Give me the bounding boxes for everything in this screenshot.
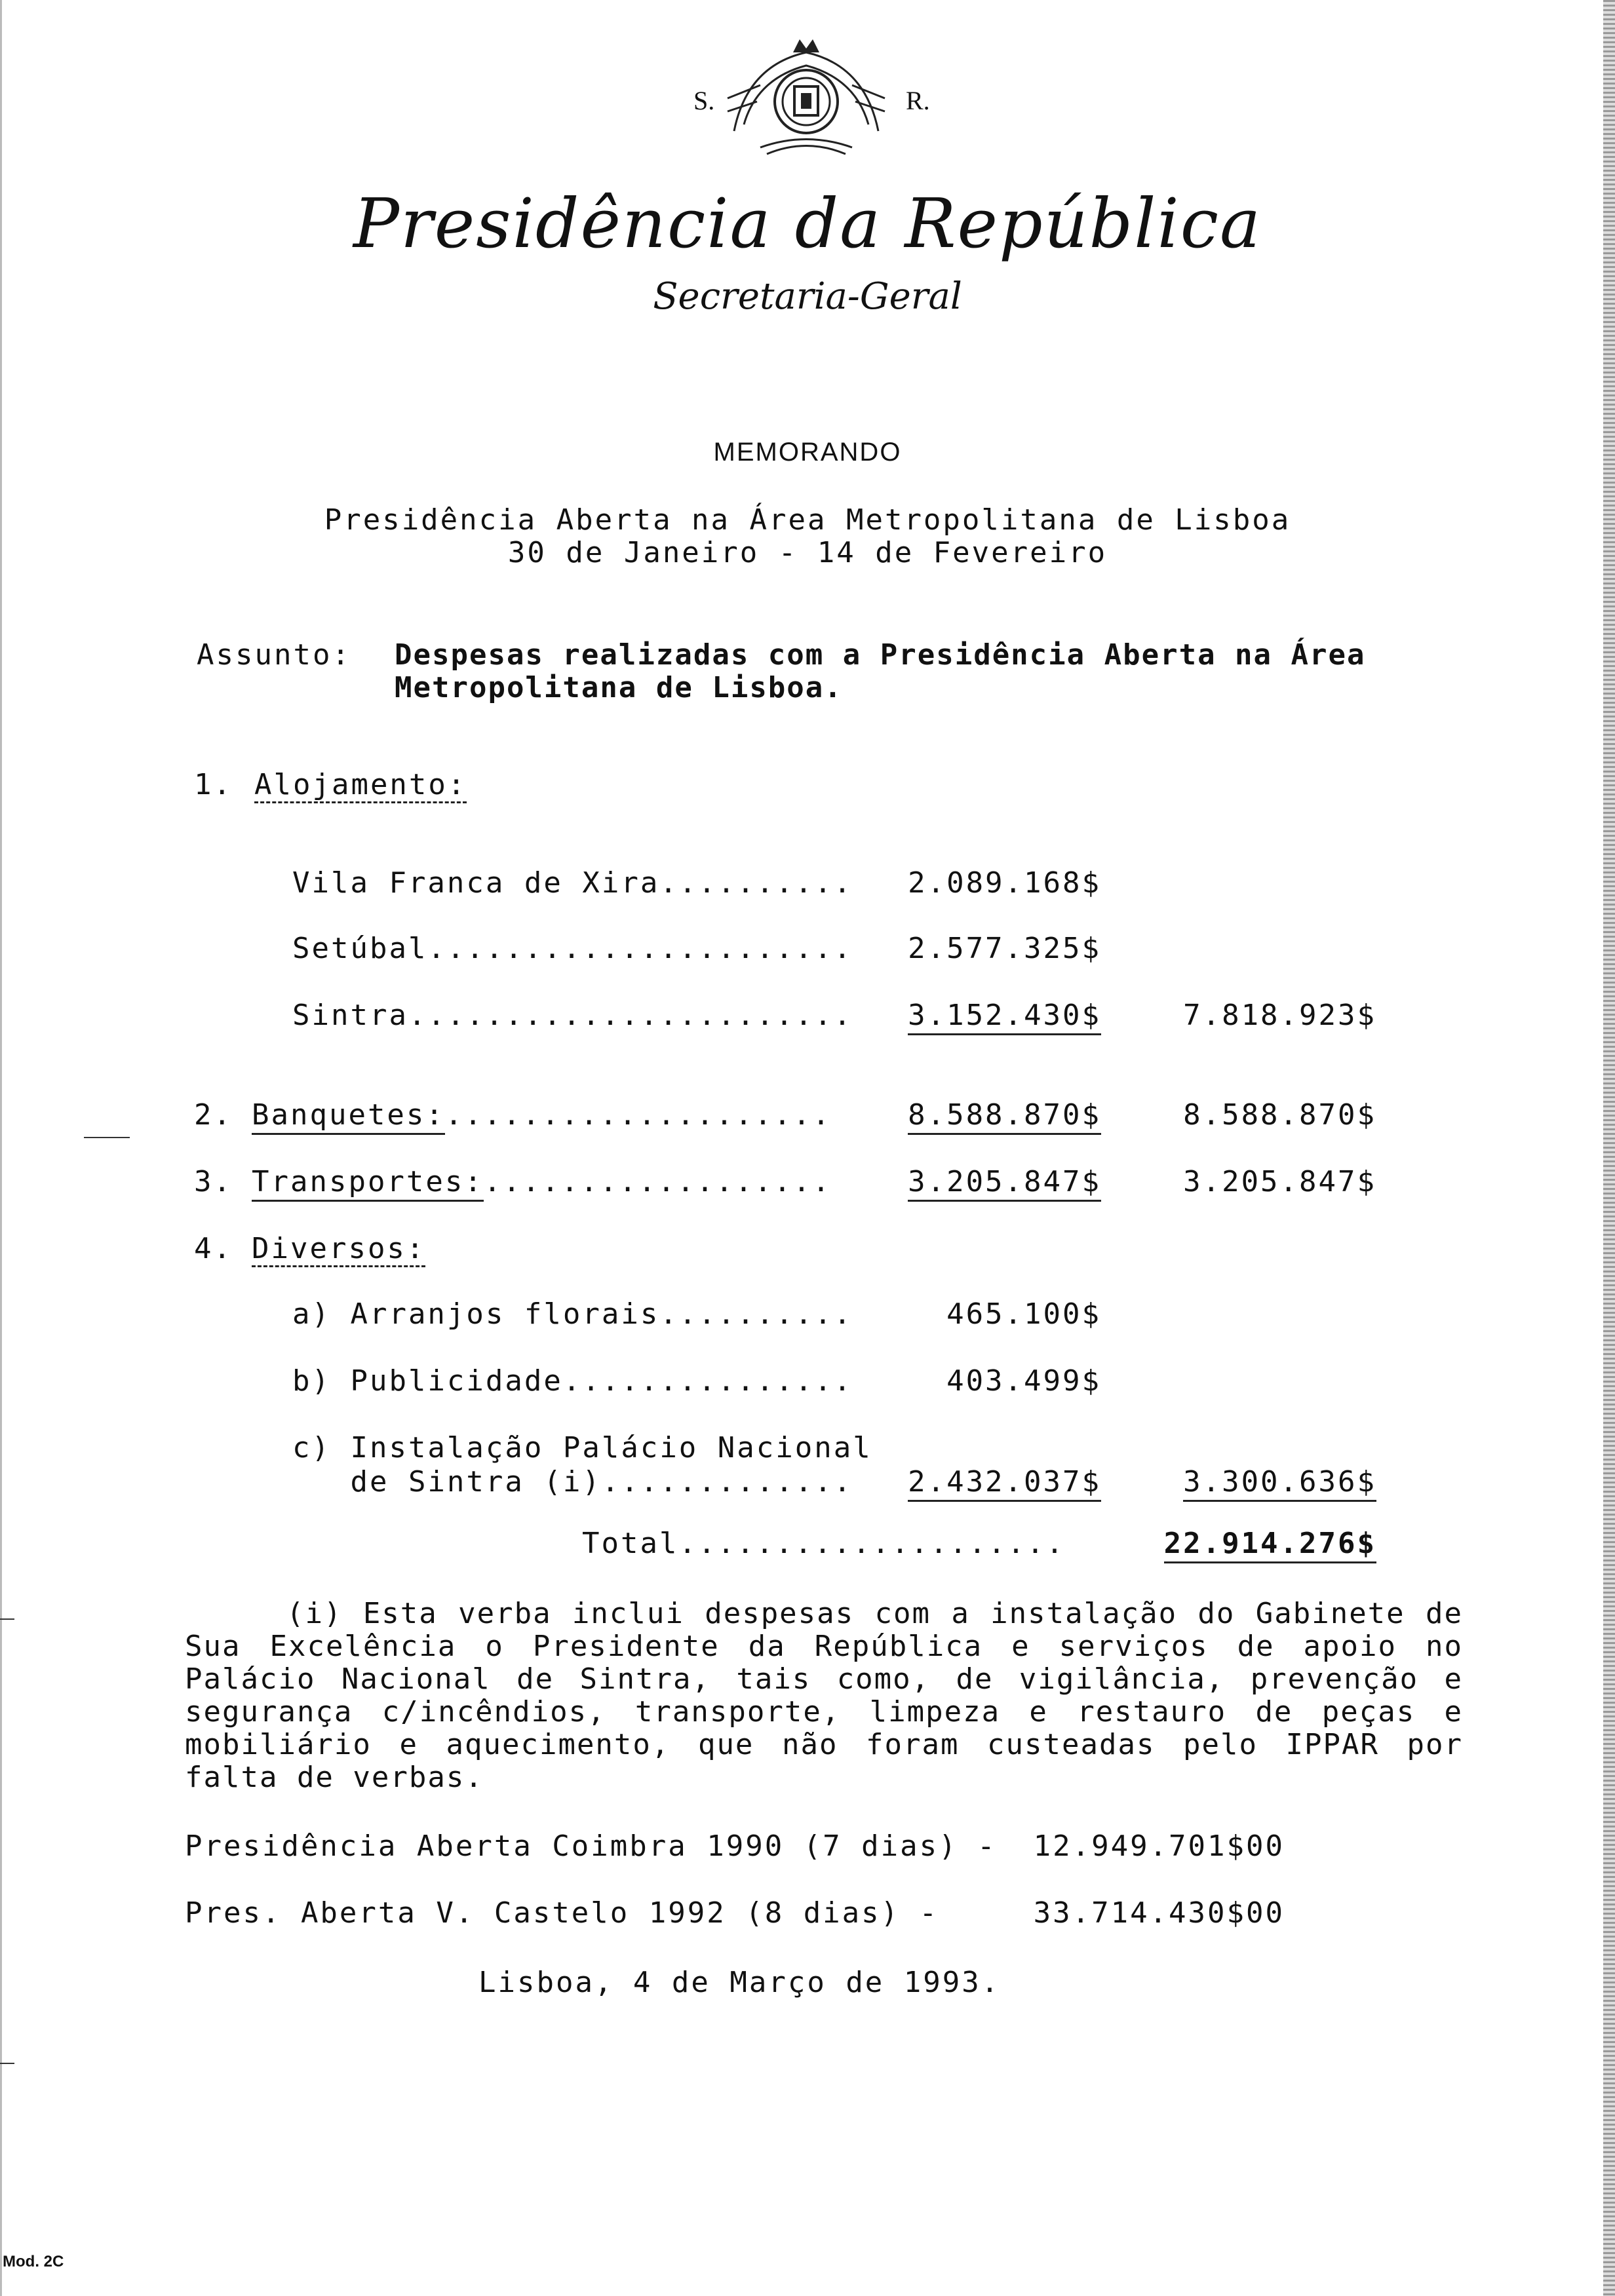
- letterhead-subtitle: Secretaria-Geral: [653, 275, 962, 318]
- section-number: 1.: [194, 768, 233, 801]
- item-amount: 2.089.168$: [908, 866, 1101, 900]
- item-amount: 465.100$: [946, 1297, 1101, 1331]
- item-amount: 8.588.870$: [908, 1098, 1101, 1135]
- margin-mark: [0, 2063, 14, 2064]
- section-title-alojamento: Alojamento:: [254, 768, 467, 803]
- item-label: Vila Franca de Xira..........: [292, 866, 853, 900]
- form-mark: Mod. 2C: [3, 2253, 64, 2270]
- coat-of-arms-icon: [721, 39, 891, 157]
- grand-total-amount: 22.914.276$: [1164, 1527, 1376, 1563]
- item-label: c) Instalação Palácio Nacional: [292, 1431, 872, 1464]
- section-title-transportes: Transportes:: [252, 1165, 484, 1202]
- letterhead-initial-left: S.: [693, 86, 715, 115]
- item-amount: 403.499$: [946, 1364, 1101, 1398]
- item-label: b) Publicidade...............: [292, 1364, 853, 1398]
- heading-line-1: Presidência Aberta na Área Metropolitana de Lisboa: [324, 503, 1291, 537]
- item-amount: 2.432.037$: [908, 1465, 1101, 1502]
- section-number: 3.: [194, 1165, 233, 1198]
- item-label: de Sintra (i).............: [292, 1465, 853, 1499]
- comparison-label: Presidência Aberta Coimbra 1990 (7 dias) -: [185, 1829, 997, 1863]
- subject-label: Assunto:: [197, 638, 351, 672]
- item-label: a) Arranjos florais..........: [292, 1297, 853, 1331]
- section-number: 4.: [194, 1232, 233, 1265]
- letterhead-title: Presidência da República: [353, 183, 1262, 263]
- item-amount: 3.205.847$: [908, 1165, 1101, 1202]
- footnote-paragraph: (i) Esta verba inclui despesas com a instalação do Gabinete de Sua Excelência o Presidente da República e serviços de apoio no Palácio Nacional de Sintra, tais como, de vigilância, prevenção e segurança c/incêndios, transporte, limpeza e restauro de peças e mobiliário e aquecimento, que não foram custeadas pelo IPPAR por falta de verbas.: [185, 1597, 1463, 1794]
- section-total: 7.818.923$: [1183, 999, 1376, 1032]
- item-amount: 2.577.325$: [908, 932, 1101, 965]
- section-total: 3.205.847$: [1183, 1165, 1376, 1198]
- section-number: 2.: [194, 1098, 233, 1132]
- letterhead-initial-right: R.: [906, 86, 930, 115]
- leader-dots: ....................: [444, 1098, 832, 1132]
- scan-right-edge: [1603, 0, 1615, 2296]
- item-amount: 3.152.430$: [908, 999, 1101, 1035]
- scan-left-edge: [0, 0, 2, 2296]
- margin-mark: [0, 1618, 14, 1620]
- grand-total-label: Total....................: [582, 1527, 1066, 1560]
- item-label: Setúbal......................: [292, 932, 853, 965]
- date-line: Lisboa, 4 de Março de 1993.: [478, 1966, 1001, 1999]
- margin-mark: [84, 1137, 130, 1138]
- doc-type: MEMORANDO: [713, 438, 902, 467]
- section-title-banquetes: Banquetes:: [252, 1098, 445, 1135]
- heading-line-2: 30 de Janeiro - 14 de Fevereiro: [507, 536, 1108, 569]
- item-label: Sintra.......................: [292, 999, 853, 1032]
- section-title-diversos: Diversos:: [252, 1232, 425, 1267]
- subject-line-2: Metropolitana de Lisboa.: [395, 671, 843, 704]
- section-total: 8.588.870$: [1183, 1098, 1376, 1132]
- comparison-amount: 12.949.701$00: [1033, 1829, 1285, 1863]
- comparison-amount: 33.714.430$00: [1033, 1896, 1285, 1930]
- leader-dots: ..................: [483, 1165, 832, 1198]
- subject-line-1: Despesas realizadas com a Presidência Aberta na Área: [395, 638, 1366, 672]
- section-total: 3.300.636$: [1183, 1465, 1376, 1502]
- comparison-label: Pres. Aberta V. Castelo 1992 (8 dias) -: [185, 1896, 939, 1930]
